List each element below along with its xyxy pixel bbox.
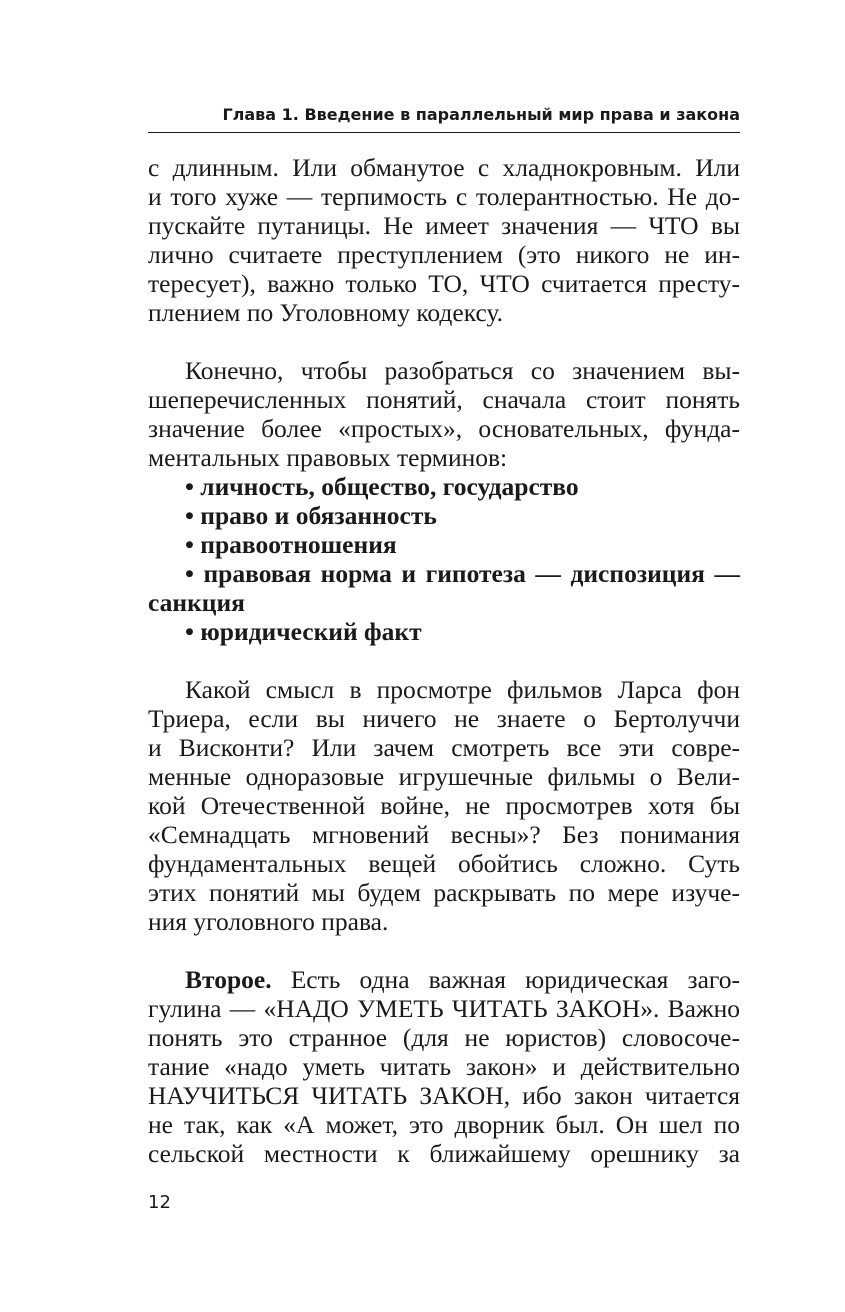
list-item: • право и обязанность [185,501,437,530]
text-line: не так, как «А может, это дворник был. Он шел по [148,1110,740,1139]
running-header: Глава 1. Введение в параллельный мир права и закона [222,105,740,124]
paragraph-2 [148,356,740,472]
text-line: Конечно, чтобы разобраться со значением вы- [185,356,740,385]
paragraph-gap [148,327,740,356]
text-line: гулина — «НАДО УМЕТЬ ЧИТАТЬ ЗАКОН». Важно [148,994,740,1023]
text-line: тание «надо уметь читать закон» и действительно [148,1052,740,1081]
list-item: • правоотношения [185,530,397,559]
text-fragment: Есть одна важная юридическая заго- [271,965,740,994]
text-line: кой Отечественной войне, не просмотрев хотя бы [148,791,740,820]
text-line: с длинным. Или обманутое с хладнокровным. Или [148,153,740,182]
page-number: 12 [148,1192,171,1213]
text-line: и того хуже — терпимость с толерантностью. Не до- [148,182,740,211]
list-item: • юридический факт [185,617,422,646]
text-line: этих понятий мы будем раскрывать по мере изуче- [148,878,740,907]
term-list [148,472,740,646]
text-line: и Висконти? Или зачем смотреть все эти совре- [148,733,740,762]
paragraph-lead: Второе. [185,965,272,994]
text-line: Триера, если вы ничего не знаете о Бертолуччи [148,704,740,733]
text-line: значение более «простых», основательных, фунда- [148,414,740,443]
text-line: тересует), важно только ТО, ЧТО считается престу- [148,269,740,298]
paragraph-3 [148,675,740,936]
text-line [148,965,740,994]
list-item: • правовая норма и гипотеза — диспозиция — [185,559,740,588]
text-line: НАУЧИТЬСЯ ЧИТАТЬ ЗАКОН, ибо закон читается [148,1081,740,1110]
paragraph-gap [148,936,740,965]
paragraph-1 [148,153,740,327]
text-line: сельской местности к ближайшему орешнику за [148,1139,740,1168]
text-line: понять это странное (для не юристов) словосоче- [148,1023,740,1052]
text-line: ментальных правовых терминов: [148,443,508,472]
paragraph-4 [148,965,740,1168]
page-body [148,153,740,1168]
text-line: Какой смысл в просмотре фильмов Ларса фон [185,675,740,704]
text-line: «Семнадцать мгновений весны»? Без понимания [148,820,740,849]
text-line: пускайте путаницы. Не имеет значения — ЧТО вы [148,211,740,240]
list-item: • личность, общество, государство [185,472,579,501]
paragraph-gap [148,646,740,675]
list-item-continuation: санкция [148,588,245,617]
text-line: ния уголовного права. [148,907,389,936]
text-line: плением по Уголовному кодексу. [148,298,504,327]
text-line: фундаментальных вещей обойтись сложно. Суть [148,849,740,878]
header-rule [148,132,740,133]
text-line: менные одноразовые игрушечные фильмы о Вели- [148,762,740,791]
text-line: лично считаете преступлением (это никого не ин- [148,240,740,269]
text-line: шеперечисленных понятий, сначала стоит понять [148,385,740,414]
